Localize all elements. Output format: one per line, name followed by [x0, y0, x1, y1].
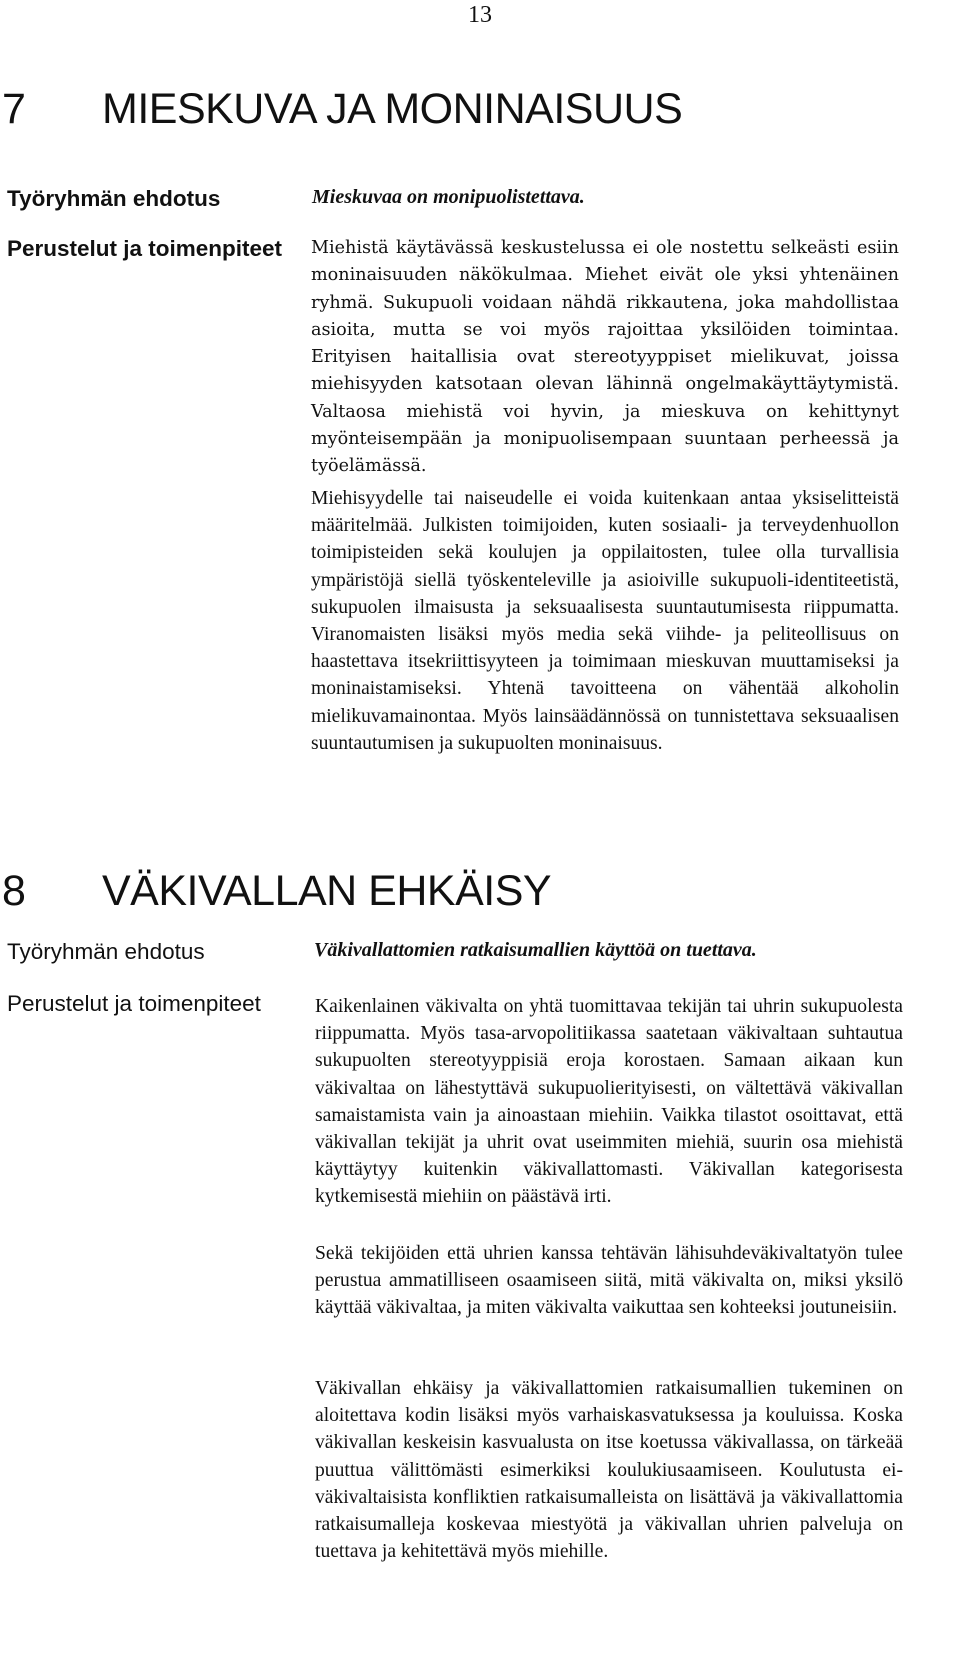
- chapter-number: 8: [2, 867, 26, 915]
- paragraph: Kaikenlainen väkivalta on yhtä tuomittavaa tekijän tai uhrin sukupuolesta riippumatta. Myös tasa-arvopolitiikassa saatetaan väkivaltaan suhtautua sukupuolten stereotyyppisiä eroja korostaen. Samaan aikaan kun väkivaltaa on lähestyttävä sukupuolierityisesti, on vältettävä väkivallan samaistamista vain ja ainoastaan miehiin. Vaikka tilastot osoittavat, että väkivallan tekijät ja uhrit ovat useimmiten miehiä, suurin osa miehistä käyttäytyy kuitenkin väkivallattomasti. Väkivallan kategorisesta kytkemisestä miehiin on päästävä irti.: [315, 996, 903, 1208]
- paragraph: Miehisyydelle tai naiseudelle ei voida kuitenkaan antaa yksiselitteistä määritelmää. Julkisten toimijoiden, kuten sosiaali- ja terveydenhuollon toimipisteiden sekä koulujen ja oppilaitosten, tulee olla turvallisia ympäristöjä siellä työskenteleville ja asioiville sukupuoli-identiteetistä, sukupuolen ilmaisusta ja seksuaalisesta suuntautumisesta riippumatta. Viranomaisten lisäksi myös media sekä viihde- ja peliteollisuus on haastettava itsekriittisyyteen ja toimimaan mieskuvan muuttamiseksi ja moninaistamiseksi. Yhtenä tavoitteena on vähentää alkoholin mielikuvamainontaa. Myös lainsäädännössä on tunnistettava seksuaalisen suuntautumisen ja sukupuolten moninaisuus.: [311, 488, 899, 754]
- chapter-title: VÄKIVALLAN EHKÄISY: [102, 867, 552, 915]
- paragraph: Miehistä käytävässä keskustelussa ei ole nostettu selkeästi esiin moninaisuuden näkökulmaa. Miehet eivät ole yksi yhtenäinen ryhmä. Sukupuoli voidaan nähdä rikkautena, joka mahdollistaa asioita, mutta se voi myös rajoittaa yksilöiden toimintaa. Erityisen haitallisia ovat stereotyyppiset mielikuvat, joissa miehisyyden katsotaan olevan lähinnä ongelmakäyttäytymistä. Valtaosa miehistä voi hyvin, ja mieskuva on kehittynyt myönteisempään ja monipuolisempaan suuntaan perheessä ja työelämässä.: [311, 238, 899, 477]
- proposal-label: Työryhmän ehdotus: [7, 939, 205, 964]
- chapter-title: MIESKUVA JA MONINAISUUS: [102, 85, 683, 133]
- paragraph: Väkivallan ehkäisy ja väkivallattomien ratkaisumallien tukeminen on aloitettava kodin lisäksi myös varhaiskasvatuksessa ja kouluissa. Koska väkivallan keskeisin kasvualusta on itse koetussa väkivallassa, on tärkeää puuttua välittömästi esimerkiksi koulukiusaamiseen. Koulutusta ei-väkivaltaisista konfliktien ratkaisumalleista on lisättävä ja väkivallattomia ratkaisumalleja koskevaa miestyötä ja väkivallan uhrien palveluja on tuettava ja kehitettävä myös miehille.: [315, 1378, 903, 1563]
- proposal-text: Mieskuvaa on monipuolistettava.: [312, 186, 585, 208]
- rationale-label: Perustelut ja toimenpiteet: [7, 236, 283, 261]
- chapter-heading-8: [2, 866, 551, 916]
- paragraph: Sekä tekijöiden että uhrien kanssa tehtävän lähisuhdeväkivaltatyön tulee perustua ammatilliseen osaamiseen siitä, mitä väkivalta on, miksi yksilö käyttää väkivaltaa, ja miten väkivalta vaikuttaa sen kohteeksi joutuneisiin.: [315, 1243, 903, 1319]
- chapter-heading-7: [2, 84, 682, 134]
- page-number: 13: [468, 2, 492, 28]
- chapter-number: 7: [2, 85, 26, 133]
- proposal-text: Väkivallattomien ratkaisumallien käyttöä on tuettava.: [314, 939, 757, 961]
- rationale-label: Perustelut ja toimenpiteet: [7, 991, 261, 1016]
- proposal-label: Työryhmän ehdotus: [7, 186, 221, 211]
